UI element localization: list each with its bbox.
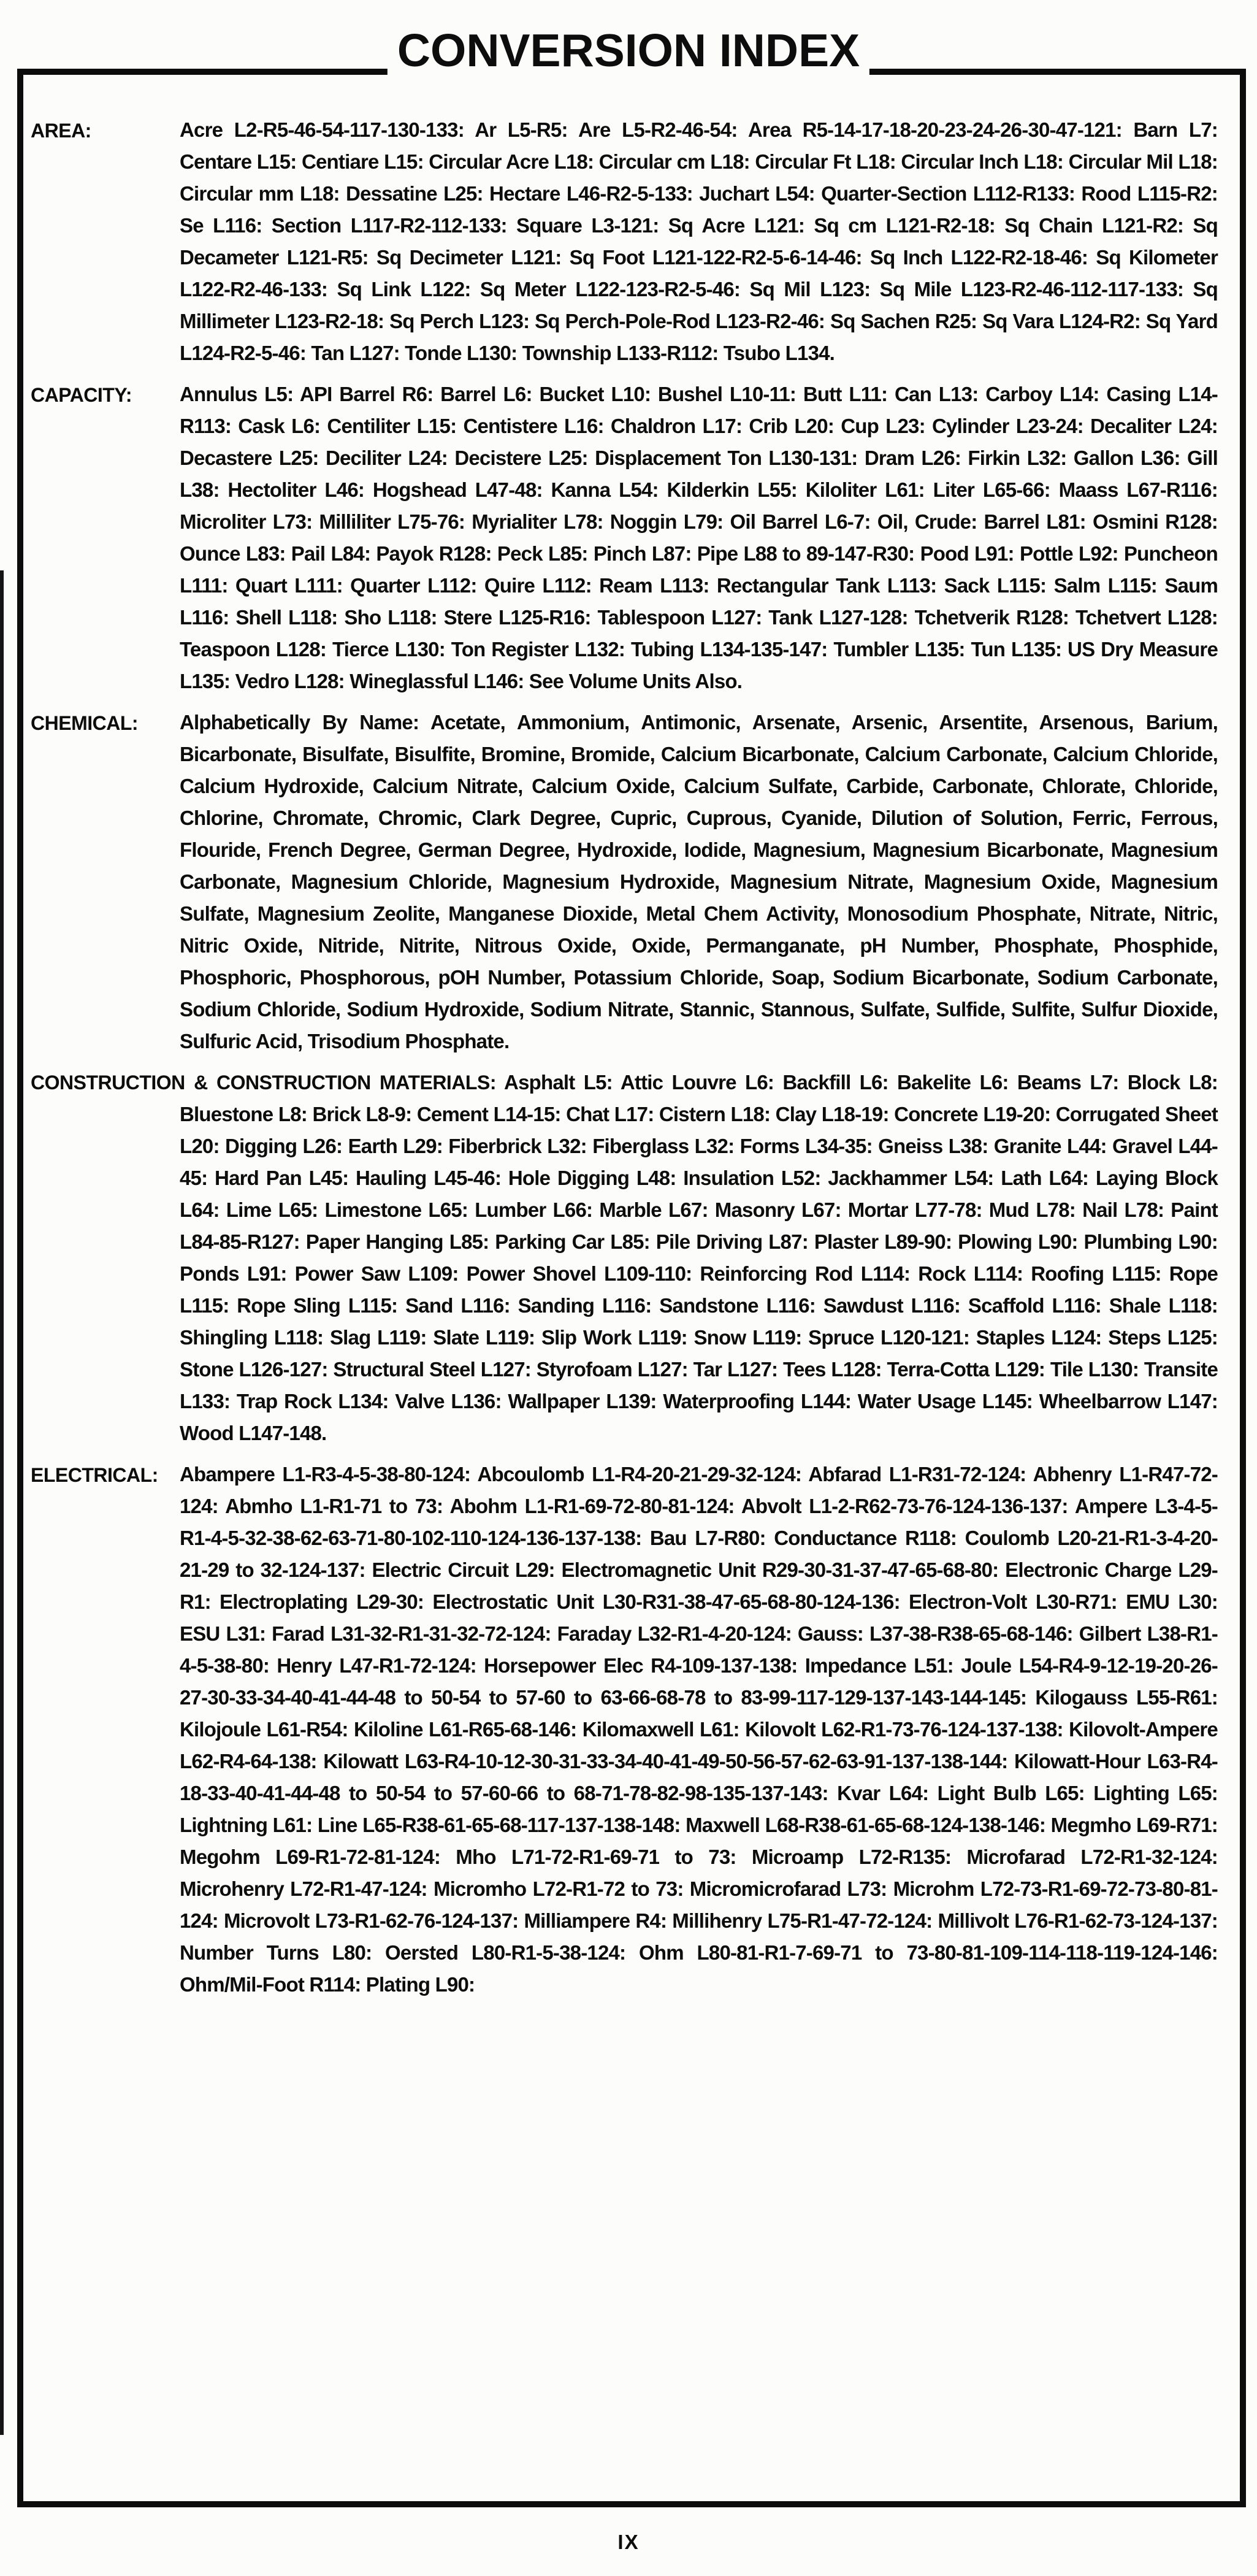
section-area — [31, 114, 1219, 369]
section-construction — [31, 1067, 1219, 1449]
page-title: CONVERSION INDEX — [388, 23, 869, 77]
section-chemical — [31, 707, 1219, 1057]
section-capacity — [31, 378, 1219, 697]
page-number: IX — [617, 2531, 640, 2553]
section-text — [31, 1067, 1219, 1449]
section-electrical — [31, 1459, 1219, 2001]
section-label: ELECTRICAL: — [31, 1464, 158, 1486]
section-label: CHEMICAL: — [31, 712, 139, 734]
section-text-body: Asphalt L5: Attic Louvre L6: Backfill L6: Bakelite L6: Beams L7: Block L8: Bluestone L8: Brick L8-9: Cement L14-15: Chat L17: Cistern L18: Clay L18-19: Concrete L19-20: Corrugated Sheet L20: Digging L26: Earth L29: Fiberbrick L32: Fiberglass L32: Forms L34-35: Gneiss L38: Granite L44: Gravel L44-45: Hard Pan L45: Hauling L45-46: Hole Digging L48: Insulation L52: Jackhammer L54: Lath L64: Laying Block L64: Lime L65: Limestone L65: Lumber L66: Marble L67: Masonry L67: Mortar L77-78: Mud L78: Nail L78: Paint L84-85-R127: Paper Hanging L85: Parking Car L85: Pile Driving L87: Plaster L89-90: Plowing L90: Plumbing L90: Ponds L91: Power Saw L109: Power Shovel L109-110: Reinforcing Rod L114: Rock L114: Roofing L115: Rope L115: Rope Sling L115: Sand L116: Sanding L116: Sandstone L116: Sawdust L116: Scaffold L116: Shale L118: Shingling L118: Slag L119: Slate L119: Slip Work L119: Snow L119: Spruce L120-121: Staples L124: Steps L125: Stone L126-127: Structural Steel L127: Styrofoam L127: Tar L127: Tees L128: Terra-Cotta L129: Tile L130: Transite L133: Trap Rock L134: Valve L136: Wallpaper L139: Waterproofing L144: Water Usage L145: Wheelbarrow L147: Wood L147-148. — [180, 1071, 1218, 1444]
section-label: CAPACITY: — [31, 384, 132, 406]
section-label: AREA: — [31, 120, 91, 142]
section-label: CONSTRUCTION & CONSTRUCTION MATERIALS: — [31, 1071, 496, 1094]
scan-edge-artifact — [0, 570, 4, 2435]
section-text: Abampere L1-R3-4-5-38-80-124: Abcoulomb L1-R4-20-21-29-32-124: Abfarad L1-R31-72-124: Abhenry L1-R47-72-124: Abmho L1-R1-71 to 73: Abohm L1-R1-69-72-80-81-124: Abvolt L1-2-R62-73-76-124-136-137: Ampere L3-4-5-R1-4-5-32-38-62-63-71-80-102-110-124-136-137-138: Bau L7-R80: Conductance R118: Coulomb L20-21-R1-3-4-20-21-29 to 32-124-137: Electric Circuit L29: Electromagnetic Unit R29-30-31-37-47-65-68-80: Electronic Charge L29-R1: Electroplating L29-30: Electrostatic Unit L30-R31-38-47-65-68-80-124-136: Electron-Volt L30-R71: EMU L30: ESU L31: Farad L31-32-R1-31-32-72-124: Faraday L32-R1-4-20-124: Gauss: L37-38-R38-65-68-146: Gilbert L38-R1-4-5-38-80: Henry L47-R1-72-124: Horsepower Elec R4-109-137-138: Impedance L51: Joule L54-R4-9-12-19-20-26-27-30-33-34-40-41-44-48 to 50-54 to 57-60 to 63-66-68-78 to 83-99-117-129-137-143-144-145: Kilogauss L55-R61: Kilojoule L61-R54: Kiloline L61-R65-68-146: Kilomaxwell L61: Kilovolt L62-R1-73-76-124-137-138: Kilovolt-Ampere L62-R4-64-138: Kilowatt L63-R4-10-12-30-31-33-34-40-41-49-50-56-57-62-63-91-137-138-144: Kilowatt-Hour L63-R4-18-33-40-41-44-48 to 50-54 to 57-60-66 to 68-71-78-82-98-135-137-143: Kvar L64: Light Bulb L65: Lighting L65: Lightning L61: Line L65-R38-61-65-68-117-137-138-148: Maxwell L68-R38-61-65-68-124-138-146: Megmho L69-R71: Megohm L69-R1-72-81-124: Mho L71-72-R1-69-71 to 73: Microamp L72-R135: Microfarad L72-R1-32-124: Microhenry L72-R1-47-124: Micromho L72-R1-72 to 73: Micromicrofarad L73: Microhm L72-73-R1-69-72-73-80-81-124: Microvolt L73-R1-62-76-124-137: Milliampere R4: Millihenry L75-R1-47-72-124: Millivolt L76-R1-62-73-124-137: Number Turns L80: Oersted L80-R1-5-38-124: Ohm L80-81-R1-7-69-71 to 73-80-81-109-114-118-119-124-146: Ohm/Mil-Foot R114: Plating L90: — [180, 1463, 1218, 1996]
section-text: Annulus L5: API Barrel R6: Barrel L6: Bucket L10: Bushel L10-11: Butt L11: Can L13: Carboy L14: Casing L14-R113: Cask L6: Centiliter L15: Centistere L16: Chaldron L17: Crib L20: Cup L23: Cylinder L23-24: Decaliter L24: Decastere L25: Deciliter L24: Decistere L25: Displacement Ton L130-131: Dram L26: Firkin L32: Gallon L36: Gill L38: Hectoliter L46: Hogshead L47-48: Kanna L54: Kilderkin L55: Kiloliter L61: Liter L65-66: Maass L67-R116: Microliter L73: Milliliter L75-76: Myrialiter L78: Noggin L79: Oil Barrel L6-7: Oil, Crude: Barrel L81: Osmini R128: Ounce L83: Pail L84: Payok R128: Peck L85: Pinch L87: Pipe L88 to 89-147-R30: Pood L91: Pottle L92: Puncheon L111: Quart L111: Quarter L112: Quire L112: Ream L113: Rectangular Tank L113: Sack L115: Salm L115: Saum L116: Shell L118: Sho L118: Stere L125-R16: Tablespoon L127: Tank L127-128: Tchetverik R128: Tchetvert L128: Teaspoon L128: Tierce L130: Ton Register L132: Tubing L134-135-147: Tumbler L135: Tun L135: US Dry Measure L135: Vedro L128: Wineglassful L146: See Volume Units Also. — [180, 383, 1218, 692]
section-text: Acre L2-R5-46-54-117-130-133: Ar L5-R5: Are L5-R2-46-54: Area R5-14-17-18-20-23-24-26-30-47-121: Barn L7: Centare L15: Centiare L15: Circular Acre L18: Circular cm L18: Circular Ft L18: Circular Inch L18: Circular Mil L18: Circular mm L18: Dessatine L25: Hectare L46-R2-5-133: Juchart L54: Quarter-Section L112-R133: Rood L115-R2: Se L116: Section L117-R2-112-133: Square L3-121: Sq Acre L121: Sq cm L121-R2-18: Sq Chain L121-R2: Sq Decameter L121-R5: Sq Decimeter L121: Sq Foot L121-122-R2-5-6-14-46: Sq Inch L122-R2-18-46: Sq Kilometer L122-R2-46-133: Sq Link L122: Sq Meter L122-123-R2-5-46: Sq Mil L123: Sq Mile L123-R2-46-112-117-133: Sq Millimeter L123-R2-18: Sq Perch L123: Sq Perch-Pole-Rod L123-R2-46: Sq Sachen R25: Sq Vara L124-R2: Sq Yard L124-R2-5-46: Tan L127: Tonde L130: Township L133-R112: Tsubo L134. — [180, 118, 1218, 364]
conversion-index-box — [17, 69, 1246, 2507]
section-text: Alphabetically By Name: Acetate, Ammonium, Antimonic, Arsenate, Arsenic, Arsentite, Arsenous, Barium, Bicarbonate, Bisulfate, Bisulfite, Bromine, Bromide, Calcium Bicarbonate, Calcium Carbonate, Calcium Chloride, Calcium Hydroxide, Calcium Nitrate, Calcium Oxide, Calcium Sulfate, Carbide, Carbonate, Chlorate, Chloride, Chlorine, Chromate, Chromic, Clark Degree, Cupric, Cuprous, Cyanide, Dilution of Solution, Ferric, Ferrous, Flouride, French Degree, German Degree, Hydroxide, Iodide, Magnesium, Magnesium Bicarbonate, Magnesium Carbonate, Magnesium Chloride, Magnesium Hydroxide, Magnesium Nitrate, Magnesium Oxide, Magnesium Sulfate, Magnesium Zeolite, Manganese Dioxide, Metal Chem Activity, Monosodium Phosphate, Nitrate, Nitric, Nitric Oxide, Nitride, Nitrite, Nitrous Oxide, Oxide, Permanganate, pH Number, Phosphate, Phosphide, Phosphoric, Phosphorous, pOH Number, Potassium Chloride, Soap, Sodium Bicarbonate, Sodium Carbonate, Sodium Chloride, Sodium Hydroxide, Sodium Nitrate, Stannic, Stannous, Sulfate, Sulfide, Sulfite, Sulfur Dioxide, Sulfuric Acid, Trisodium Phosphate. — [180, 711, 1218, 1052]
